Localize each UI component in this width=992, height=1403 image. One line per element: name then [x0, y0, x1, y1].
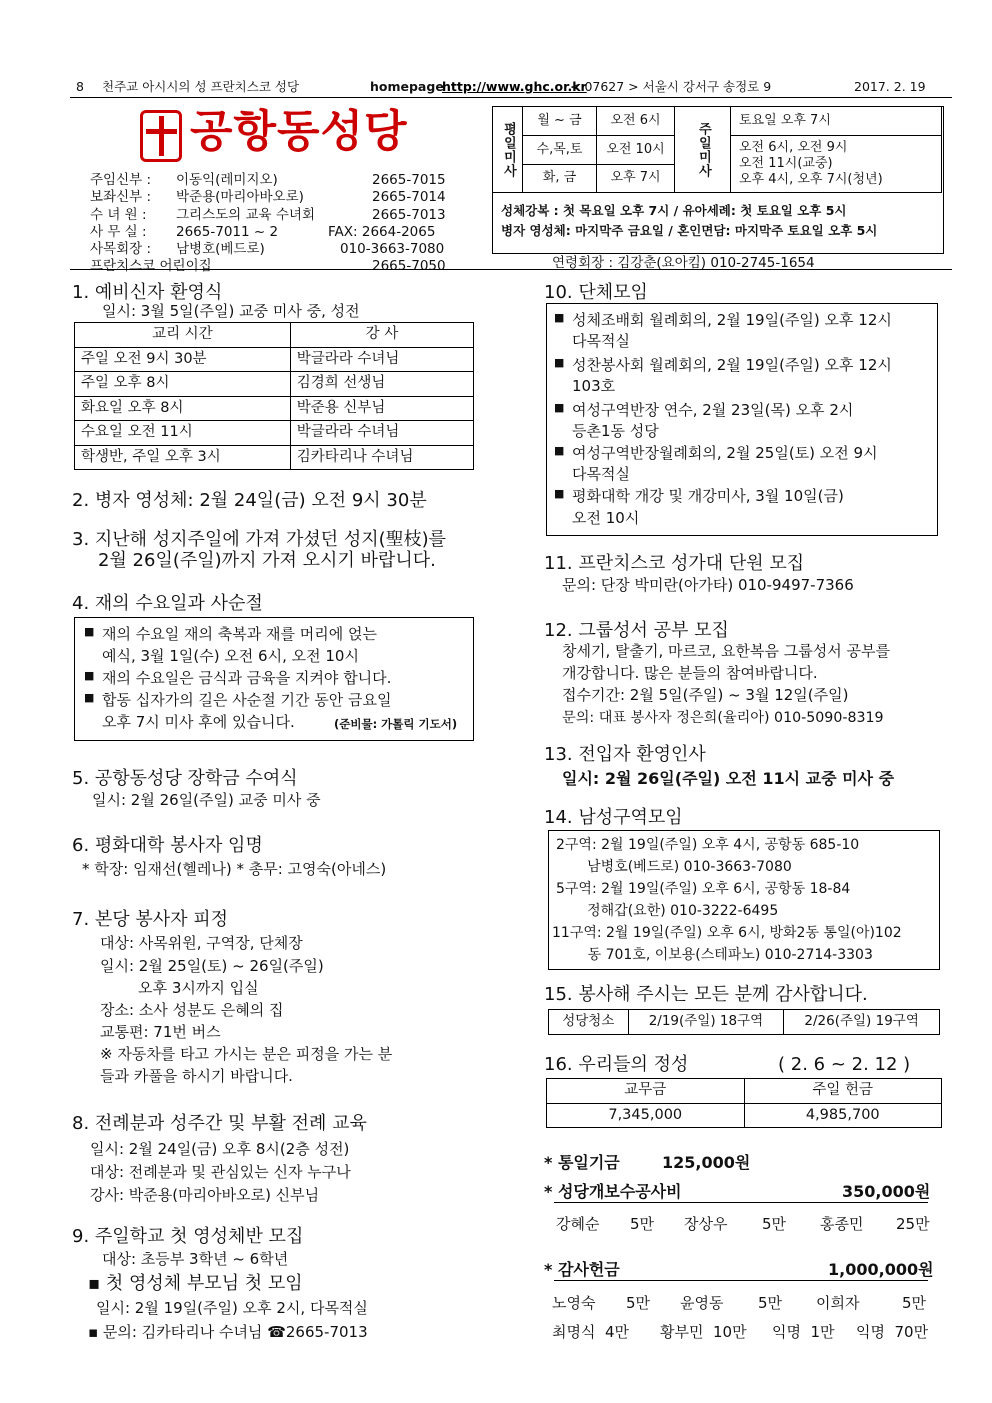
staff-row: 프란치스코 어린이집 2665-7050	[90, 258, 446, 275]
table-row: 학생반, 주일 오후 3시 김카타리나 수녀님	[75, 445, 474, 470]
sunday-mass-label: 주일미사	[675, 107, 731, 193]
section-4-title: 4. 재의 수요일과 사순절	[72, 593, 263, 614]
repair-underline	[554, 1202, 928, 1203]
section-3-line2: 2월 26일(주일)까지 가져 오시기 바랍니다.	[98, 550, 436, 571]
staff-row: 수 녀 원 : 그리스도의 교육 수녀회 2665-7013	[90, 206, 446, 223]
repair-fund-label: * 성당개보수공사비	[544, 1182, 682, 1201]
section-8-title: 8. 전례분과 성주간 및 부활 전례 교육	[72, 1113, 367, 1134]
section-2-title: 2. 병자 영성체: 2월 24일(금) 오전 9시 30분	[72, 490, 427, 511]
staff-row: 사목회장 : 남병호(베드로) 010-3663-7080	[90, 241, 445, 258]
unity-fund-label: * 통일기금	[544, 1153, 620, 1172]
homepage-label: homepage	[370, 79, 444, 94]
table-row: 주일 오전 9시 30분 박글라라 수녀님	[75, 347, 474, 372]
staff-row: 주임신부 : 이동익(레미지오) 2665-7015	[90, 172, 446, 188]
repair-fund-amount: 350,000원	[842, 1182, 931, 1201]
staff-row: 보좌신부 : 박준용(마리아바오로) 2665-7014	[90, 189, 446, 206]
funeral-committee-contact: 연령회장 : 김강춘(요아킴) 010-2745-1654	[552, 255, 815, 271]
header-divider	[70, 269, 952, 270]
section-5-title: 5. 공항동성당 장학금 수여식	[72, 768, 298, 789]
section-10-title: 10. 단체모임	[544, 282, 648, 303]
section-15-title: 15. 봉사해 주시는 모든 분께 감사합니다.	[544, 984, 868, 1005]
church-logo	[140, 104, 430, 164]
table-row: 성당청소 2/19(주일) 18구역 2/26(주일) 19구역	[549, 1010, 940, 1035]
thanks-offering-label: * 감사헌금	[544, 1260, 620, 1279]
staff-list	[90, 172, 450, 276]
section-1-title: 1. 예비신자 환영식	[72, 282, 223, 303]
mass-note-2: 병자 영성체: 마지막주 금요일 / 혼인면담: 마지막주 토요일 오후 5시	[501, 223, 878, 238]
section-7-title: 7. 본당 봉사자 피정	[72, 909, 229, 930]
cleaning-table	[548, 1009, 940, 1035]
header-bar	[70, 76, 952, 98]
offering-period: ( 2. 6 ~ 2. 12 )	[778, 1054, 911, 1075]
sunday-mass-times: 오전 6시, 오전 9시 오전 11시(교중) 오후 4시, 오후 7시(청년)	[731, 136, 942, 193]
section-6-title: 6. 평화대학 봉사자 임명	[72, 835, 263, 856]
church-title: 공항동성당	[190, 106, 408, 157]
table-row: 수요일 오전 11시 박글라라 수녀님	[75, 421, 474, 446]
cross-icon	[140, 110, 182, 162]
section-12-title: 12. 그룹성서 공부 모집	[544, 620, 729, 641]
catechism-table: 교리 시간 강 사 주일 오전 9시 30분 박글라라 수녀님 주일 오후 8시 김경희 선생님 화요일 오후 8시 박준용 신부님 수요일 오전 11시 박글라라 수녀님 학생반, 주일 오후 3시 김카타리나 수녀님	[74, 322, 474, 470]
page-number: 8	[76, 79, 84, 94]
table-row: 7,345,000 4,985,700	[547, 1103, 942, 1128]
table-row: 주일 오후 8시 김경희 선생님	[75, 372, 474, 397]
section-9-title: 9. 주일학교 첫 영성체반 모집	[72, 1226, 304, 1247]
section-16-title: 16. 우리들의 정성	[544, 1054, 689, 1075]
thanks-offering-amount: 1,000,000원	[828, 1260, 934, 1279]
section-13-title: 13. 전입자 환영인사	[544, 744, 706, 765]
weekday-mass-label: 평일미사	[493, 107, 523, 193]
parish-name: 천주교 아시시의 성 프란치스코 성당	[102, 79, 300, 94]
thanks-underline	[554, 1280, 928, 1281]
issue-date: 2017. 2. 19	[854, 79, 926, 94]
mass-schedule: 평일미사 월 ~ 금 오전 6시 수,목,토 오전 10시 화, 금 오후 7시 주일미사 토요일 오후 7시 오전 6시, 오전 9시 오전 11시(교중) 오후 4시, 오후 7시(청년) 성체강복 : 첫 목요일 오후 7시 / 유아세례: 첫 토요일 오후 5시 병자 영성체: 마지막주 금요일 / 혼인면담: 마지막주 토요일 오후 5시	[492, 106, 944, 254]
staff-row: 사 무 실 : 2665-7011 ~ 2 FAX: 2664-2065	[90, 223, 436, 240]
section-11-title: 11. 프란치스코 성가대 단원 모집	[544, 553, 805, 574]
section-3-line1: 3. 지난해 성지주일에 가져 가셨던 성지(聖枝)를	[72, 529, 447, 550]
first-communion-parents-meeting: ▪ 첫 영성체 부모님 첫 모임	[88, 1273, 303, 1294]
table-row: 화요일 오후 8시 박준용 신부님	[75, 396, 474, 421]
offerings-table: 교무금 주일 헌금 7,345,000 4,985,700	[546, 1078, 942, 1128]
unity-fund-amount: 125,000원	[662, 1153, 751, 1172]
address: < 07627 > 서울시 강서구 송정로 9	[570, 79, 772, 94]
section-14-title: 14. 남성구역모임	[544, 807, 683, 828]
homepage-link[interactable]: http://www.ghc.or.kr	[442, 79, 587, 94]
mass-note-1: 성체강복 : 첫 목요일 오후 7시 / 유아세례: 첫 토요일 오후 5시	[501, 203, 847, 218]
